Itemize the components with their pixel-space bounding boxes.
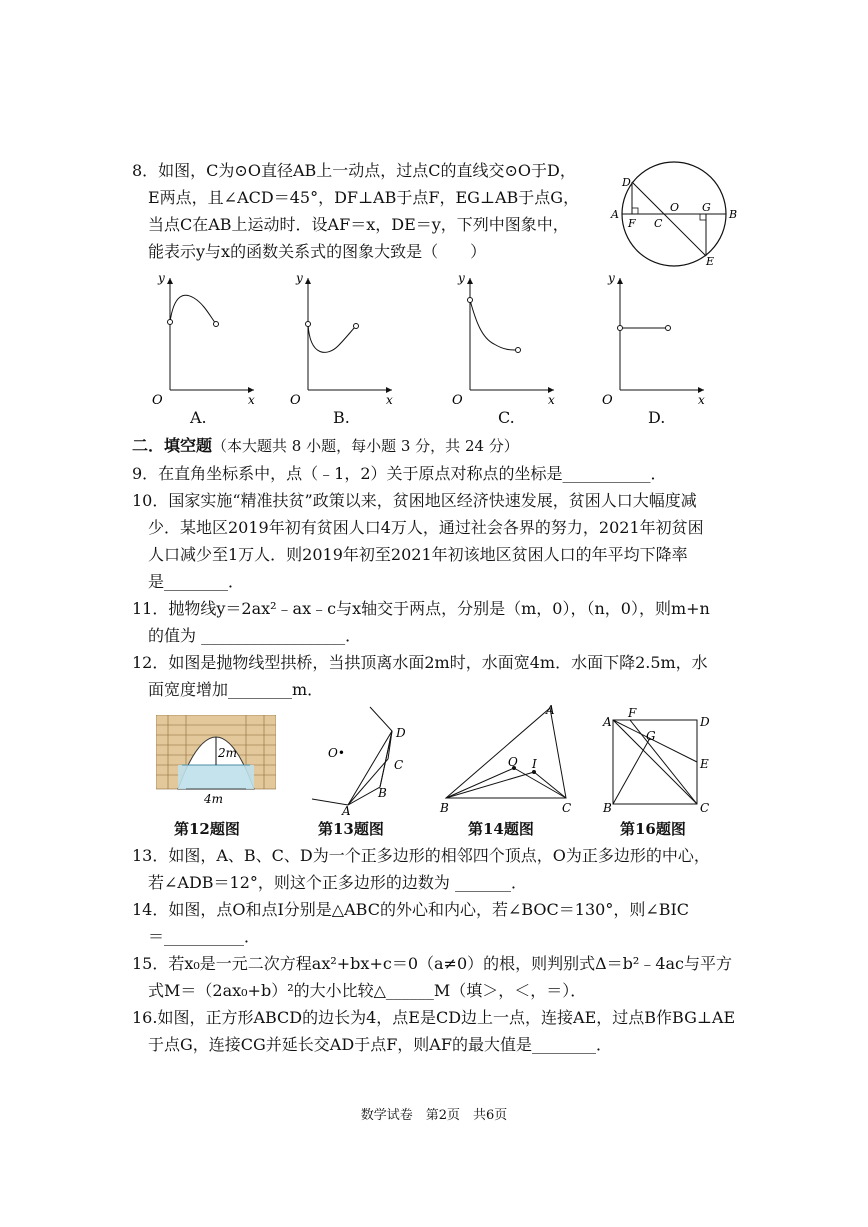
- label-O: O: [670, 201, 680, 214]
- q13-line-2: 若∠ADB＝12°，则这个正多边形的边数为 _______．: [148, 873, 527, 892]
- label-C: C: [654, 217, 663, 230]
- svg-text:A: A: [546, 704, 555, 717]
- svg-text:D: D: [700, 715, 710, 729]
- label-E: E: [706, 255, 715, 268]
- q8-line-2: E两点，且∠ACD＝45°，DF⊥AB于点F，EG⊥AB于点G，: [148, 188, 580, 207]
- q11-line-2: 的值为 __________________．: [148, 626, 362, 645]
- q16-line-1: 16.如图，正方形ABCD的边长为4，点E是CD边上一点，连接AE，过点B作BG⊥AE: [132, 1008, 736, 1027]
- label-D: D: [622, 176, 631, 189]
- svg-text:F: F: [628, 706, 637, 720]
- option-a-label: A.: [190, 408, 207, 427]
- section-note: （本大题共 8 小题，每小题 3 分，共 24 分）: [212, 437, 519, 455]
- svg-text:O•: O•: [328, 746, 345, 760]
- svg-text:O: O: [602, 393, 613, 408]
- label-A: A: [611, 208, 619, 221]
- svg-text:A: A: [342, 804, 351, 815]
- svg-text:B: B: [378, 786, 387, 800]
- graph-option-c: [450, 272, 560, 412]
- fig16-caption: 第16题图: [620, 820, 686, 838]
- svg-text:O: O: [452, 393, 463, 408]
- label-G: G: [702, 201, 711, 214]
- q9-text: 9．在直角坐标系中，点（﹣1，2）关于原点对称点的坐标是___________．: [132, 464, 667, 483]
- section-title: 二．填空题: [132, 436, 213, 455]
- q12-line-2: 面宽度增加________m．: [148, 680, 324, 699]
- fig13-polygon: [308, 705, 418, 815]
- q11-line-1: 11．抛物线y＝2ax²﹣ax﹣c与x轴交于两点，分别是（m，0），（n，0），则m+n: [132, 599, 710, 618]
- svg-text:O: O: [152, 393, 163, 408]
- fig14-caption: 第14题图: [468, 820, 534, 838]
- page-footer: 数学试卷 第2页 共6页: [360, 1108, 508, 1123]
- section-heading: [132, 435, 519, 457]
- svg-text:G: G: [646, 729, 656, 743]
- fig12-caption: 第12题图: [174, 820, 240, 838]
- svg-text:y: y: [458, 272, 465, 285]
- q13-line-1: 13．如图，A、B、C、D为一个正多边形的相邻四个顶点，O为正多边形的中心，: [132, 846, 710, 865]
- svg-text:B: B: [603, 801, 612, 815]
- label-F: F: [628, 217, 636, 230]
- q8-circle-figure: [608, 158, 748, 270]
- svg-text:2m: 2m: [218, 746, 238, 760]
- svg-text:x: x: [386, 393, 393, 407]
- q10-line-2: 少．某地区2019年初有贫困人口4万人，通过社会各界的努力，2021年初贫困: [148, 518, 704, 537]
- svg-text:y: y: [608, 272, 615, 285]
- svg-text:I: I: [532, 757, 537, 771]
- svg-text:x: x: [548, 393, 555, 407]
- q10-line-4: 是________．: [148, 572, 245, 591]
- q10-line-1: 10．国家实施“精准扶贫”政策以来，贫困地区经济快速发展，贫困人口大幅度减: [132, 491, 697, 510]
- svg-text:4m: 4m: [204, 792, 224, 806]
- svg-text:D: D: [396, 726, 406, 740]
- q12-line-1: 12．如图是抛物线型拱桥，当拱顶离水面2m时，水面宽4m．水面下降2.5m，水: [132, 653, 708, 672]
- option-c-label: C.: [498, 408, 515, 427]
- svg-text:O: O: [508, 755, 518, 769]
- graph-option-b: [288, 272, 398, 412]
- svg-text:y: y: [158, 272, 165, 285]
- svg-text:A: A: [603, 715, 612, 729]
- q8-line-4: 能表示y与x的函数关系式的图象大致是（ ）: [148, 242, 487, 261]
- option-b-label: B.: [333, 408, 350, 427]
- q15-line-1: 15．若x₀是一元二次方程ax²+bx+c＝0（a≠0）的根，则判别式Δ＝b²﹣4ac与平方: [132, 954, 733, 973]
- q14-line-1: 14．如图，点O和点I分别是△ABC的外心和内心，若∠BOC＝130°，则∠BIC: [132, 900, 690, 919]
- fig16-square: [598, 704, 718, 816]
- fig14-triangle: [438, 704, 578, 816]
- q10-line-3: 人口减少至1万人．则2019年初至2021年初该地区贫困人口的年平均下降率: [148, 545, 688, 564]
- q8-line-1: 8．如图，C为⊙O直径AB上一动点，过点C的直线交⊙O于D，: [132, 161, 576, 180]
- svg-text:C: C: [562, 801, 572, 815]
- fig13-caption: 第13题图: [318, 820, 384, 838]
- fig12-arch-bridge: [156, 715, 276, 807]
- svg-text:y: y: [296, 272, 303, 285]
- svg-text:x: x: [248, 393, 255, 407]
- svg-text:B: B: [440, 801, 449, 815]
- svg-text:C: C: [394, 758, 404, 772]
- q14-line-2: ＝__________．: [148, 927, 261, 946]
- q15-line-2: 式M＝（2ax₀+b）²的大小比较△______M（填＞，＜，＝）．: [148, 981, 587, 1000]
- svg-text:x: x: [698, 393, 705, 407]
- q16-line-2: 于点G，连接CG并延长交AD于点F，则AF的最大值是________．: [148, 1035, 612, 1054]
- label-B: B: [729, 208, 738, 221]
- q8-line-3: 当点C在AB上运动时．设AF＝x，DE＝y，下列中图象中，: [148, 215, 569, 234]
- svg-text:O: O: [290, 393, 301, 408]
- graph-option-a: [150, 272, 260, 412]
- svg-text:C: C: [700, 801, 710, 815]
- graph-option-d: [600, 272, 710, 412]
- svg-text:E: E: [700, 757, 709, 771]
- option-d-label: D.: [648, 408, 666, 427]
